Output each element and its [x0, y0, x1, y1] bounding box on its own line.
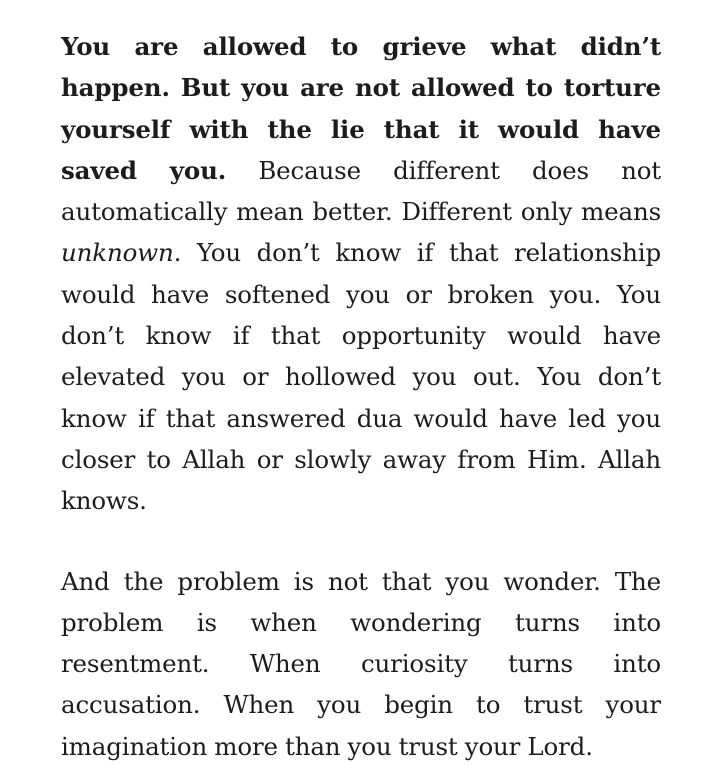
paragraph-2: [61, 561, 661, 767]
paragraph-1-text-b: . You don’t know if that relationship would have softened you or broken you. You don’t know if that opportunity would have elevated you or hollowed you out. You don’t know if that answered dua would have led you closer to Allah or slowly away from Him. Allah knows.: [61, 238, 661, 516]
paragraph-1: [61, 26, 661, 522]
paragraph-1-text-a: Because different does not automatically mean better. Different only means: [61, 155, 661, 227]
paragraph-2-text: And the problem is not that you wonder. The problem is when wondering turns into resentment. When curiosity turns into accusation. When you begin to trust your imagination more than you trust your Lord.: [61, 566, 661, 761]
italic-word: unknown: [61, 238, 174, 268]
page-text: [61, 26, 661, 767]
bold-lead-sentence: You are allowed to grieve what didn’t happen. But you are not allowed to torture yourself with the lie that it would have saved you.: [61, 32, 661, 185]
